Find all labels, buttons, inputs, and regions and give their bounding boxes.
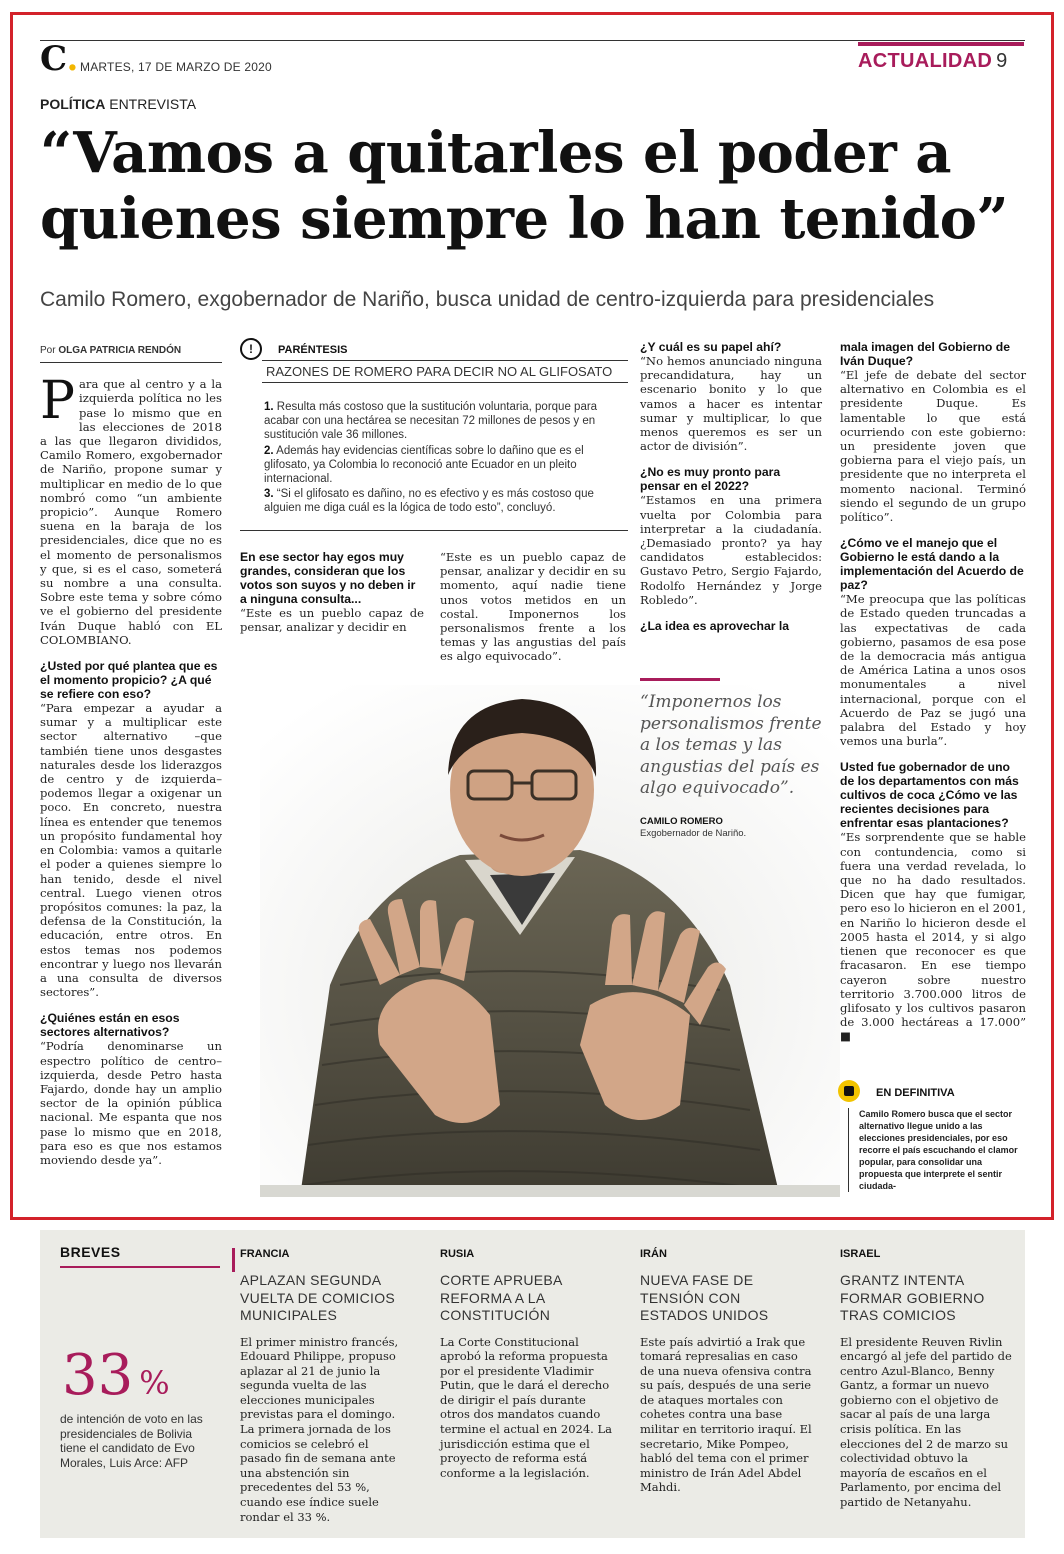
- answer-6: “El jefe de debate del sector alternativo en Colombia es el presidente Duque. Es lamentable lo que está ocurriendo con este gobierno: un presidente joven que gobierna para el viejo país, un presidente que no interpreta el momento nacional. Terminó siendo el segundo de un grupo político”.: [840, 368, 1026, 525]
- brief-body: Este país advirtió a Irak que tomará represalias en caso de una nueva ofensiva contra su país, después de una serie de ataques mortales con cohetes contra una base militar en territorio iraquí. El secretario, Mike Pompeo, habló del tema con el primer ministro de Irán Adel Abdel Mahdi.: [640, 1334, 812, 1495]
- question-2: ¿Quiénes están en esos sectores alternativos?: [40, 1011, 180, 1040]
- pull-quote-role: Exgobernador de Nariño.: [640, 828, 747, 839]
- briefs-rule: [60, 1266, 220, 1268]
- masthead-rule: [40, 40, 1025, 41]
- section-bar: [858, 42, 1024, 46]
- intro-paragraph: ara que al centro y a la izquierda política no les pase lo mismo que en las elecciones de 2018 a las que llegaron divididos, Camilo Romero, exgobernador de Nariño, propone sumar y multiplicar en medio de lo que nombró como “un ambiente propicio”. Aunque Romero suena en la baraja de los presidenciales, dice que no es el momento de personalismos y que, si es el caso, someterá su nombre a una consulta. Sobre este tema y sobre cómo ve el gobierno del presidente Iván Duque habló con EL COLOMBIANO.: [40, 377, 222, 647]
- brief-country: FRANCIA: [240, 1248, 290, 1260]
- brief-item: [440, 1248, 612, 1480]
- brief-accent-rule: [232, 1248, 235, 1272]
- brief-country: RUSIA: [440, 1248, 475, 1260]
- brief-title: GRANTZ INTENTA FORMAR GOBIERNO TRAS COMICIOS: [840, 1272, 985, 1323]
- en-definitiva-text: Camilo Romero busca que el sector alternativo llegue unido a las elecciones presidenciales, por eso recorre el país escuchando el clamor popular, para consolidar una propuesta que interprete el sentir ciudada-: [848, 1108, 1026, 1192]
- article-kicker: POLÍTICA ENTREVISTA: [40, 96, 197, 112]
- brief-country: IRÁN: [640, 1248, 667, 1260]
- brief-item: [640, 1248, 812, 1495]
- parentesis-item: 3. “Si el glifosato es dañino, no es efectivo y es más costoso que alguien me diga cuál es la lógica de todo esto”, concluyó.: [264, 488, 594, 515]
- question-6-start: ¿La idea es aprovechar la: [640, 619, 790, 634]
- dropcap: P: [40, 371, 75, 432]
- subheadline: Camilo Romero, exgobernador de Nariño, busca unidad de centro-izquierda para presidenciales: [40, 288, 935, 311]
- parentesis-label: PARÉNTESIS: [278, 344, 348, 356]
- section-label: ACTUALIDAD 9: [858, 50, 1008, 72]
- brief-country: ISRAEL: [840, 1248, 881, 1260]
- answer-7: “Me preocupa que las políticas de Estado queden truncadas a las expectativas de cada gobierno, pasamos de esa pose de la democracia más antigua de América Latina a unos osos monumentales a nivel internacional, porque con el Acuerdo de Paz se jugó una palabra del Estado y hoy vemos una burla”.: [840, 592, 1026, 749]
- answer-3: “Este es un pueblo capaz de pensar, analizar y decidir en su momento, aquí nadie tiene unos votos metidos en un costal. Imponernos los personalismos frente a los temas y las angustias del país es algo equivocado”.: [440, 550, 626, 664]
- exclamation-icon: !: [240, 338, 262, 360]
- briefs-header: [60, 1244, 220, 1268]
- column-1: [40, 344, 222, 1167]
- en-definitiva-icon: [838, 1080, 860, 1102]
- brief-title: APLAZAN SEGUNDA VUELTA DE COMICIOS MUNICIPALES: [240, 1272, 396, 1323]
- answer-8: “Es sorprendente que se hable con contundencia, como si fuera una verdad revelada, lo que no ha dado resultados. Dicen que hay que fumigar, pero eso lo hicieron en el 2001, en Nariño lo hicieron desde el 2005 hasta el 2014, y si algo tienen que reconocer es que fracasaron. En ese tiempo cayeron sobre nuestro territorio 3.700.000 litros de glifosato y los cultivos pasaron de 3.000 hectáreas a 17.000” ■: [840, 830, 1026, 1044]
- en-definitiva-label: EN DEFINITIVA: [876, 1087, 955, 1099]
- brief-item: [240, 1248, 412, 1524]
- question-5: ¿No es muy pronto para pensar en el 2022?: [640, 465, 781, 494]
- page-number: 9: [996, 50, 1008, 72]
- question-8: Usted fue gobernador de uno de los departamentos con más cultivos de coca ¿Cómo ve las recientes decisiones para enfrentar esas plantaciones?: [840, 760, 1019, 831]
- headline: “Vamos a quitarles el poder a quienes siempre lo han tenido”: [40, 120, 1009, 252]
- parentesis-item: 1. Resulta más costoso que la sustitución voluntaria, porque para acabar con una hectárea se necesitan 72 millones de pesos y en sustitución vale 36 millones.: [264, 401, 598, 442]
- parentesis-list: [264, 400, 628, 517]
- answer-2: “Podría denominarse un espectro político de centro–izquierda, desde Petro hasta Fajardo, donde hay un amplio sector de la opinión pública nacional. Me espanta que nos pase lo mismo que en 2018, para eso es que nos estamos moviendo desde ya”.: [40, 1039, 222, 1167]
- question-7: ¿Cómo ve el manejo que el Gobierno le está dando a la implementación del Acuerdo de paz?: [840, 536, 1024, 593]
- question-6-end: mala imagen del Gobierno de Iván Duque?: [840, 340, 1010, 368]
- brief-title: NUEVA FASE DE TENSIÓN CON ESTADOS UNIDOS: [640, 1272, 769, 1323]
- byline: Por OLGA PATRICIA RENDÓN: [40, 344, 222, 363]
- pull-quote: “Imponernos los personalismos frente a los temas y las angustias del país es algo equivocado”.: [640, 692, 822, 798]
- percentage-text: de intención de voto en las presidenciales de Bolivia tiene el candidato de Evo Morales, Luis Arce: AFP: [60, 1412, 203, 1470]
- big-percentage: 33 %: [62, 1343, 170, 1408]
- brief-title: CORTE APRUEBA REFORMA A LA CONSTITUCIÓN: [440, 1272, 562, 1323]
- question-3: En ese sector hay egos muy grandes, consideran que los votos son suyos y no deben ir a ninguna consulta...: [240, 550, 416, 606]
- newspaper-logo: C.: [40, 39, 79, 79]
- column-5: [840, 332, 1026, 1044]
- answer-3-start: “Este es un pueblo capaz de pensar, analizar y decidir en: [240, 606, 424, 635]
- column-3: [440, 550, 626, 664]
- column-4: [640, 332, 822, 633]
- brief-body: El presidente Reuven Rivlin encargó al jefe del partido de centro Azul-Blanco, Benny Gantz, a formar un nuevo gobierno con el objetivo de sacar al país de una larga crisis política. En las elecciones del 2 de marzo su colectividad obtuvo la mayoría de escaños en el Parlamento, por encima del partido de Netanyahu.: [840, 1334, 1012, 1510]
- question-4: ¿Y cuál es su papel ahí?: [640, 340, 782, 354]
- parentesis-title: RAZONES DE ROMERO PARA DECIR NO AL GLIFOSATO: [262, 360, 628, 383]
- issue-date: MARTES, 17 DE MARZO DE 2020: [80, 60, 272, 74]
- briefs-title: BREVES: [60, 1244, 121, 1260]
- parentesis-divider: [240, 530, 628, 531]
- answer-5: “Estamos en una primera vuelta por Colombia para interpretar a la ciudadanía. ¿Demasiado pronto? ya hay candidatos establecidos: Gustavo Petro, Sergio Fajardo, Rodolfo Hernández y Jorge Robledo”.: [640, 493, 822, 607]
- parentesis-item: 2. Además hay evidencias científicas sobre lo dañino que es el glifosato, ya Colombia lo reconoció ante Ecuador en un pleito internacional.: [264, 444, 584, 486]
- answer-4: “No hemos anunciado ninguna precandidatura, hay un escenario bonito y lo que vamos a hacer es intentar sumar y multiplicar, lo que menos queremos es ser un actor de división”.: [640, 354, 822, 454]
- question-1: ¿Usted por qué plantea que es el momento propicio? ¿A qué se refiere con eso?: [40, 659, 218, 702]
- briefs-section: [40, 1230, 1025, 1538]
- brief-body: La Corte Constitucional aprobó la reforma propuesta por el presidente Vladimir Putin, que le dará el derecho de dirigir el país durante otros dos mandatos cuando termine el actual en 2024. La jurisdicción estima que el proyecto de reforma está conforme a la legislación.: [440, 1334, 612, 1480]
- pull-quote-bar: [640, 678, 720, 681]
- answer-1: “Para empezar a ayudar a sumar y a multiplicar este sector alternativo –que también tiene unos desgastes naturales desde los liderazgos de centro y de izquierda– podemos llegar a oxigenar un poco. En concreto, nuestra línea es entender que tenemos un propósito fundamental hoy en Colombia: vamos a quitarle el poder a quienes siempre lo han tenido, desde el nivel central. Luego vienen otros propósitos comunes: la paz, la defensa de la Constitución, la educación, entre otros. En estos temas nos podemos encontrar y luego nos llevarán a una consulta de diversos sectores”.: [40, 701, 222, 1000]
- brief-item: [840, 1248, 1012, 1510]
- column-2: [240, 538, 424, 634]
- pull-quote-name: CAMILO ROMERO: [640, 816, 723, 827]
- brief-body: El primer ministro francés, Edouard Philippe, propuso aplazar al 21 de junio la segunda vuelta de las elecciones municipales previstas para el domingo. La primera jornada de los comicios se celebró el pasado fin de semana ante una abstención sin precedentes del 53 %, cuando ese índice suele rondar el 33 %.: [240, 1334, 399, 1524]
